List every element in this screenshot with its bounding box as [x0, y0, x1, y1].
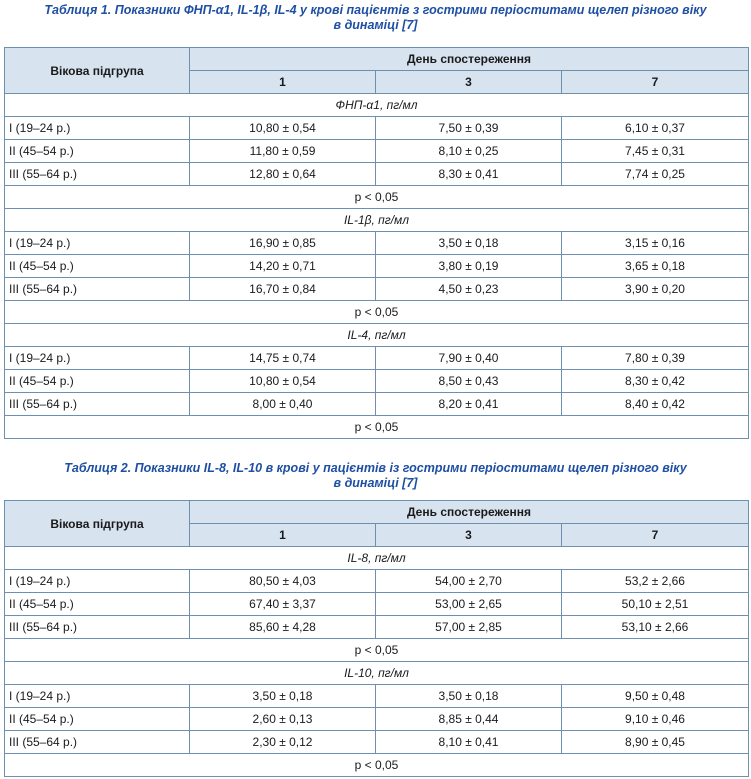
header-day-7: 7 — [562, 524, 749, 547]
table2 — [4, 500, 749, 777]
table-row — [5, 593, 749, 616]
value-cell: 7,45 ± 0,31 — [562, 140, 749, 163]
value-cell: 50,10 ± 2,51 — [562, 593, 749, 616]
value-cell: 8,20 ± 0,41 — [376, 393, 562, 416]
value-cell: 85,60 ± 4,28 — [190, 616, 376, 639]
value-cell: 67,40 ± 3,37 — [190, 593, 376, 616]
header-day-1: 1 — [190, 524, 376, 547]
header-age-group: Вікова підгрупа — [5, 48, 190, 94]
table1-caption-line2: в динаміці [7] — [333, 18, 418, 32]
value-cell: 54,00 ± 2,70 — [376, 570, 562, 593]
value-cell: 8,50 ± 0,43 — [376, 370, 562, 393]
value-cell: 3,50 ± 0,18 — [376, 685, 562, 708]
value-cell: 3,50 ± 0,18 — [376, 232, 562, 255]
value-cell: 53,2 ± 2,66 — [562, 570, 749, 593]
age-group-cell: I (19–24 р.) — [5, 685, 190, 708]
age-group-cell: III (55–64 р.) — [5, 393, 190, 416]
value-cell: 7,80 ± 0,39 — [562, 347, 749, 370]
value-cell: 8,10 ± 0,41 — [376, 731, 562, 754]
value-cell: 53,10 ± 2,66 — [562, 616, 749, 639]
age-group-cell: I (19–24 р.) — [5, 347, 190, 370]
table-row — [5, 140, 749, 163]
age-group-cell: III (55–64 р.) — [5, 278, 190, 301]
section-title: IL-1β, пг/мл — [5, 209, 749, 232]
value-cell: 16,70 ± 0,84 — [190, 278, 376, 301]
age-group-cell: I (19–24 р.) — [5, 570, 190, 593]
age-group-cell: II (45–54 р.) — [5, 593, 190, 616]
value-cell: 10,80 ± 0,54 — [190, 370, 376, 393]
table2-caption — [0, 461, 751, 491]
age-group-cell: II (45–54 р.) — [5, 255, 190, 278]
value-cell: 3,90 ± 0,20 — [562, 278, 749, 301]
age-group-cell: III (55–64 р.) — [5, 163, 190, 186]
value-cell: 4,50 ± 0,23 — [376, 278, 562, 301]
age-group-cell: I (19–24 р.) — [5, 117, 190, 140]
p-value: p < 0,05 — [5, 754, 749, 777]
table-row — [5, 685, 749, 708]
table2-caption-line1: Таблиця 2. Показники IL-8, IL-10 в крові у пацієнтів із гострими періоститами щелеп різного віку — [64, 461, 687, 475]
table-row — [5, 163, 749, 186]
value-cell: 14,75 ± 0,74 — [190, 347, 376, 370]
section-title: IL-4, пг/мл — [5, 324, 749, 347]
value-cell: 16,90 ± 0,85 — [190, 232, 376, 255]
age-group-cell: II (45–54 р.) — [5, 140, 190, 163]
value-cell: 3,50 ± 0,18 — [190, 685, 376, 708]
age-group-cell: III (55–64 р.) — [5, 731, 190, 754]
age-group-cell: III (55–64 р.) — [5, 616, 190, 639]
value-cell: 3,80 ± 0,19 — [376, 255, 562, 278]
header-day-1: 1 — [190, 71, 376, 94]
section-title: IL-10, пг/мл — [5, 662, 749, 685]
value-cell: 8,00 ± 0,40 — [190, 393, 376, 416]
table-row — [5, 117, 749, 140]
table-row — [5, 232, 749, 255]
value-cell: 57,00 ± 2,85 — [376, 616, 562, 639]
age-group-cell: II (45–54 р.) — [5, 370, 190, 393]
value-cell: 8,30 ± 0,42 — [562, 370, 749, 393]
value-cell: 9,50 ± 0,48 — [562, 685, 749, 708]
value-cell: 14,20 ± 0,71 — [190, 255, 376, 278]
table-row — [5, 393, 749, 416]
value-cell: 80,50 ± 4,03 — [190, 570, 376, 593]
value-cell: 7,74 ± 0,25 — [562, 163, 749, 186]
value-cell: 8,10 ± 0,25 — [376, 140, 562, 163]
header-age-group: Вікова підгрупа — [5, 501, 190, 547]
value-cell: 8,40 ± 0,42 — [562, 393, 749, 416]
value-cell: 2,60 ± 0,13 — [190, 708, 376, 731]
value-cell: 8,30 ± 0,41 — [376, 163, 562, 186]
p-value: p < 0,05 — [5, 186, 749, 209]
table-row — [5, 570, 749, 593]
header-day-3: 3 — [376, 71, 562, 94]
table-row — [5, 370, 749, 393]
table-row — [5, 347, 749, 370]
value-cell: 2,30 ± 0,12 — [190, 731, 376, 754]
value-cell: 9,10 ± 0,46 — [562, 708, 749, 731]
table-row — [5, 255, 749, 278]
value-cell: 8,85 ± 0,44 — [376, 708, 562, 731]
header-day-3: 3 — [376, 524, 562, 547]
header-observation-day: День спостереження — [190, 501, 749, 524]
table1-caption-line1: Таблиця 1. Показники ФНП-α1, IL-1β, IL-4 у крові пацієнтів з гострими періоститами щелеп різного віку — [44, 3, 707, 17]
p-value: p < 0,05 — [5, 639, 749, 662]
table1-caption — [0, 3, 751, 33]
value-cell: 8,90 ± 0,45 — [562, 731, 749, 754]
table-row — [5, 616, 749, 639]
table2-caption-line2: в динаміці [7] — [333, 476, 418, 490]
table-row — [5, 731, 749, 754]
section-title: ФНП-α1, пг/мл — [5, 94, 749, 117]
p-value: p < 0,05 — [5, 416, 749, 439]
header-day-7: 7 — [562, 71, 749, 94]
age-group-cell: II (45–54 р.) — [5, 708, 190, 731]
section-title: IL-8, пг/мл — [5, 547, 749, 570]
p-value: p < 0,05 — [5, 301, 749, 324]
value-cell: 7,50 ± 0,39 — [376, 117, 562, 140]
header-observation-day: День спостереження — [190, 48, 749, 71]
table1 — [4, 47, 749, 439]
value-cell: 3,15 ± 0,16 — [562, 232, 749, 255]
table-row — [5, 708, 749, 731]
value-cell: 3,65 ± 0,18 — [562, 255, 749, 278]
value-cell: 10,80 ± 0,54 — [190, 117, 376, 140]
age-group-cell: I (19–24 р.) — [5, 232, 190, 255]
table-row — [5, 278, 749, 301]
value-cell: 6,10 ± 0,37 — [562, 117, 749, 140]
value-cell: 53,00 ± 2,65 — [376, 593, 562, 616]
value-cell: 12,80 ± 0,64 — [190, 163, 376, 186]
value-cell: 11,80 ± 0,59 — [190, 140, 376, 163]
value-cell: 7,90 ± 0,40 — [376, 347, 562, 370]
